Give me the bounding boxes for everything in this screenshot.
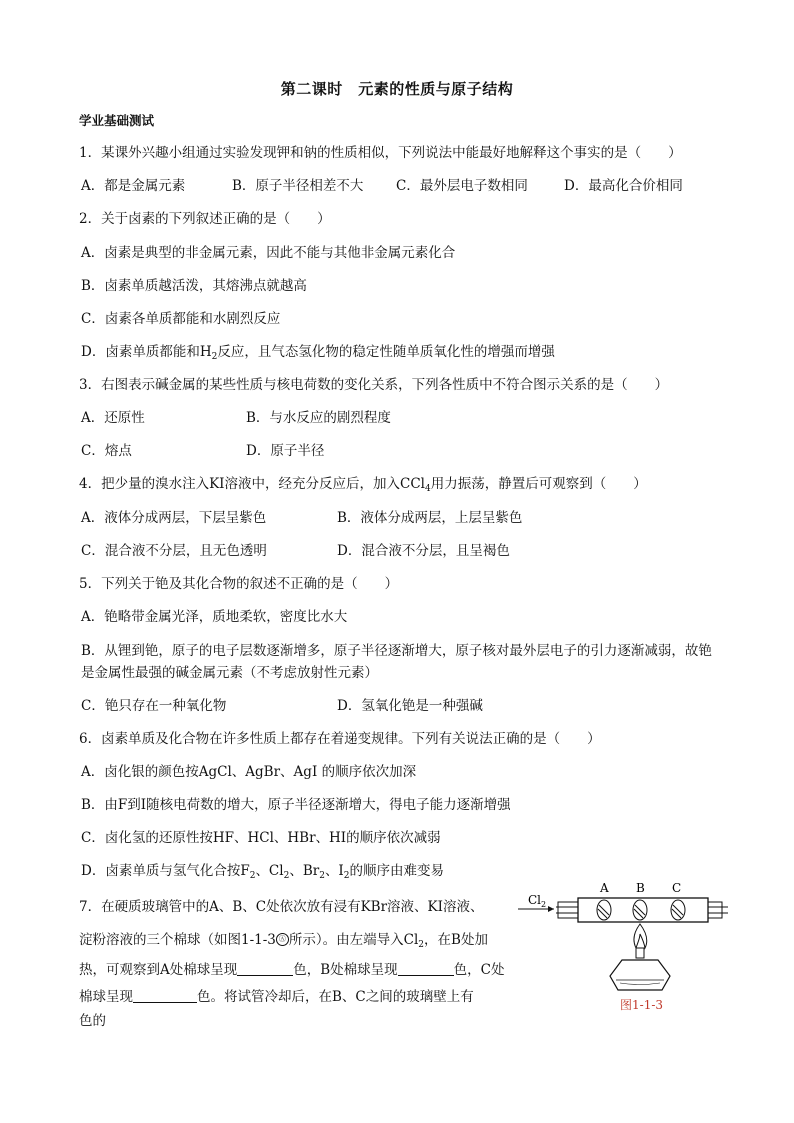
cotton-ball-a: [597, 900, 611, 920]
arrow-head-icon: [548, 906, 554, 912]
q5-option-d: D．氢氧化铯是一种强碱: [337, 698, 483, 714]
q3-option-d: D．原子半径: [246, 443, 325, 459]
question-3-stem: 3．右图表示碱金属的某些性质与核电荷数的变化关系，下列各性质中不符合图示关系的是（ ）: [79, 377, 669, 393]
q6-option-d: D．卤素单质与氢气化合按$F_2$、$Cl_2$、$Br_2$、$I_2$的顺序由难变易: [81, 863, 445, 881]
q1-option-c: C．最外层电子数相同: [396, 178, 528, 194]
q1-option-d: D．最高化合价相同: [564, 178, 683, 194]
question-7-line-2: 淀粉溶液的三个棉球（如图1-1-3 Ⓐ 所示）。由左端导入$Cl_2$，在B处加: [79, 932, 488, 950]
question-1-stem: 1．某课外兴趣小组通过实验发现钾和钠的性质相似，下列说法中能最好地解释这个事实的是（ ）: [79, 145, 682, 161]
cotton-ball-c: [671, 900, 685, 920]
question-7-line-4: 棉球呈现 色。将试管冷却后，在B、C之间的玻璃壁上有: [79, 989, 474, 1005]
q6-option-a: A．卤化银的颜色按AgCl、AgBr、AgI 的顺序依次加深: [81, 764, 417, 780]
q6-option-b: B．由F到I随核电荷数的增大，原子半径逐渐增大，得电子能力逐渐增强: [81, 797, 511, 813]
cotton-ball-b: [633, 900, 647, 920]
right-stopper: [708, 902, 722, 918]
q3-option-a: A．还原性: [81, 410, 145, 426]
section-heading: 学业基础测试: [79, 113, 155, 128]
left-stopper: [558, 902, 578, 918]
q1-option-b: B．原子半径相差不大: [232, 178, 364, 194]
answer-blank-a[interactable]: [237, 961, 293, 976]
question-7-line-1: 7．在硬质玻璃管中的A、B、C处依次放有浸有KBr溶液、KI溶液、: [79, 899, 484, 915]
question-4-stem: 4．把少量的溴水注入KI溶液中，经充分反应后，加入CCl$_4$用力振荡，静置后可观察到（ ）: [79, 476, 647, 494]
q6-option-c: C．卤化氢的还原性按HF、HCl、HBr、HI的顺序依次减弱: [81, 830, 441, 846]
q1-option-a: A．都是金属元素: [81, 178, 186, 194]
question-6-stem: 6．卤素单质及化合物在许多性质上都存在着递变规律。下列有关说法正确的是（ ）: [79, 731, 601, 747]
page-title: 第二课时 元素的性质与原子结构: [280, 80, 514, 98]
alcohol-lamp: [610, 960, 670, 990]
q3-option-c: C．熔点: [81, 443, 132, 459]
q5-option-b: B．从锂到铯，原子的电子层数逐渐增多，原子半径逐渐增大，原子核对最外层电子的引力逐渐减弱，故铯是金属性最强的碱金属元素（不考虑放射性元素）: [81, 643, 712, 681]
figure-caption: 图1-1-3: [620, 998, 664, 1012]
q3-option-b: B．与水反应的剧烈程度: [246, 410, 391, 426]
q5-option-c: C．铯只存在一种氧化物: [81, 698, 227, 714]
answer-blank-c[interactable]: [133, 988, 197, 1003]
answer-blank-b[interactable]: [398, 961, 454, 976]
q2-option-c: C．卤素各单质都能和水剧烈反应: [81, 311, 281, 327]
label-a: A: [600, 881, 609, 895]
q4-option-b: B．液体分成两层，上层呈紫色: [337, 510, 523, 526]
q2-option-a: A．卤素是典型的非金属元素，因此不能与其他非金属元素化合: [81, 245, 456, 261]
q2-option-b: B．卤素单质越活泼，其熔沸点就越高: [81, 278, 307, 294]
question-5-stem: 5．下列关于铯及其化合物的叙述不正确的是（ ）: [79, 576, 399, 592]
question-2-stem: 2．关于卤素的下列叙述正确的是（ ）: [79, 211, 331, 227]
question-7-line-3: 热，可观察到A处棉球呈现 色，B处棉球呈现 色，C处: [79, 962, 505, 978]
gas-label: $Cl_2$: [528, 893, 547, 909]
figure-marker-icon: Ⓐ: [276, 933, 289, 946]
q2-option-d: D．卤素单质都能和$H_2$反应，且气态氢化物的稳定性随单质氧化性的增强而增强: [81, 344, 555, 362]
label-b: B: [636, 881, 645, 895]
q5-option-a: A．铯略带金属光泽，质地柔软，密度比水大: [81, 609, 348, 625]
q4-option-a: A．液体分成两层，下层呈紫色: [81, 510, 267, 526]
q4-option-c: C．混合液不分层，且无色透明: [81, 543, 267, 559]
flame-icon: [634, 924, 647, 948]
q4-option-d: D．混合液不分层，且呈褐色: [337, 543, 510, 559]
lamp-wick: [636, 948, 644, 958]
label-c: C: [672, 881, 682, 895]
question-7-line-5: 色的: [79, 1013, 106, 1029]
